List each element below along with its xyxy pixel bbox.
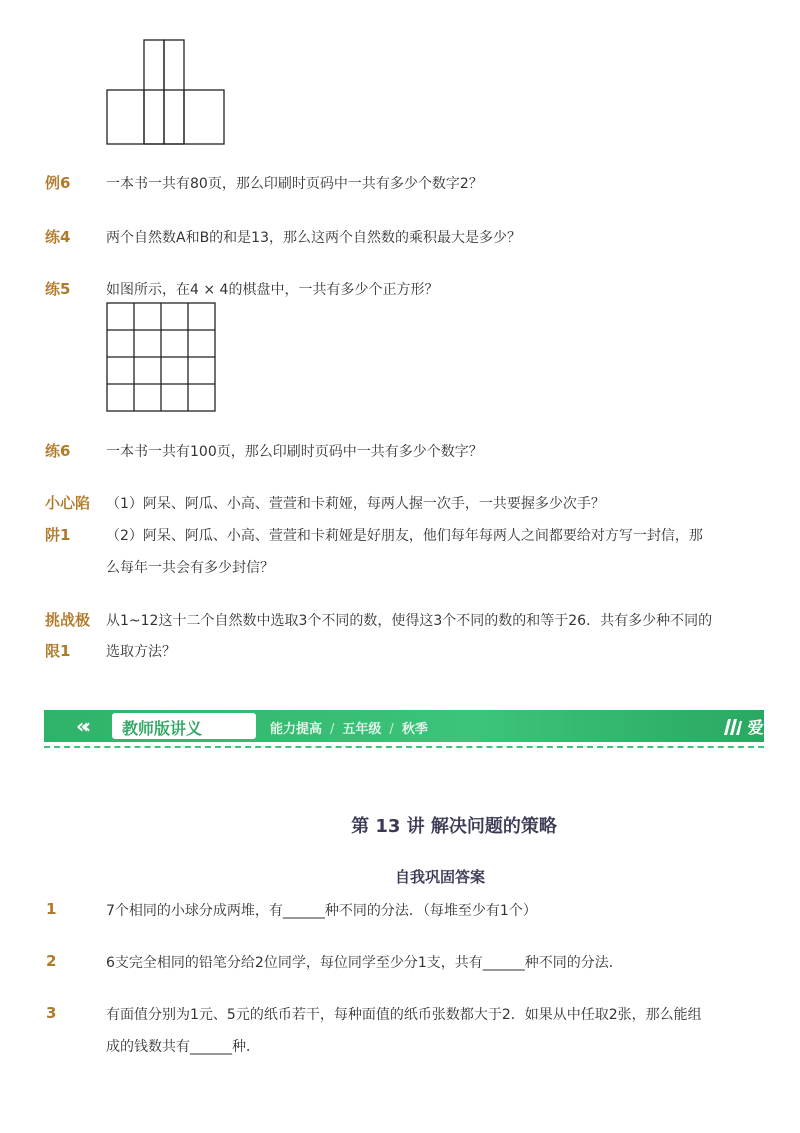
- problem-label-challenge-line1: 挑战极: [45, 611, 91, 629]
- problem-text-lian5: 如图所示，在4 × 4的棋盘中，一共有多少个正方形？: [106, 282, 439, 298]
- problem-label-trap-line1: 小心陷: [45, 494, 91, 512]
- banner-dashed-divider: [44, 746, 764, 748]
- section-title: 自我巩固答案: [394, 868, 485, 886]
- lecture-title: 第 13 讲 解决问题的策略: [351, 816, 557, 837]
- brand-logo: [724, 715, 796, 738]
- breadcrumb-season: 秋季: [401, 722, 428, 737]
- chessboard-4x4-figure: [106, 302, 218, 414]
- breadcrumb-level: 能力提高: [270, 722, 323, 737]
- brand-mark-icon: [724, 719, 742, 735]
- header-banner: [44, 710, 796, 742]
- answer-text-2: 6支完全相同的铅笔分给2位同学，每位同学至少分1支，共有______种不同的分法．: [106, 955, 623, 971]
- chevron-left-icon: «‹: [76, 714, 86, 738]
- breadcrumb-grade: 五年级: [342, 722, 382, 737]
- answer-text-1: 7个相同的小球分成两堆，有______种不同的分法．（每堆至少有1个）: [106, 903, 537, 919]
- answer-number-3: 3: [46, 1004, 57, 1022]
- answer-text-3: 有面值分别为1元、5元的纸币若干，每种面值的纸币张数都大于2．如果从中任取2张，那么能组: [106, 1007, 702, 1023]
- problem-text-li6: 一本书一共有80页，那么印刷时页码中一共有多少个数字2？: [106, 176, 483, 192]
- stacked-squares-figure: [106, 39, 228, 147]
- brand-name: 爱学习: [747, 718, 796, 737]
- chevron-right-icon: ›»: [234, 714, 244, 738]
- problem-text-lian4: 两个自然数A和B的和是13，那么这两个自然数的乘积最大是多少？: [106, 230, 521, 246]
- problem-label-trap-line2: 阱1: [45, 526, 71, 544]
- problem-label-lian5: 练5: [45, 280, 71, 298]
- problem-label-challenge-line2: 限1: [45, 642, 71, 660]
- problem-label-lian4: 练4: [45, 228, 71, 246]
- problem-label-li6: 例6: [45, 174, 71, 192]
- problem-text-trap-part2: （2）阿呆、阿瓜、小高、萱萱和卡莉娅是好朋友，他们每年每两人之间都要给对方写一封信，那: [106, 528, 703, 544]
- answer-number-2: 2: [46, 952, 57, 970]
- problem-text-challenge-cont: 选取方法？: [106, 644, 176, 660]
- problem-label-lian6: 练6: [45, 442, 71, 460]
- problem-text-challenge: 从1~12这十二个自然数中选取3个不同的数，使得这3个不同的数的和等于26．共有多少种不同的: [106, 613, 713, 629]
- answer-number-1: 1: [46, 900, 57, 918]
- answer-text-3-cont: 成的钱数共有______种．: [106, 1039, 260, 1055]
- problem-text-trap-part2-cont: 么每年一共会有多少封信？: [106, 560, 274, 576]
- problem-text-trap-part1: （1）阿呆、阿瓜、小高、萱萱和卡莉娅，每两人握一次手，一共要握多少次手？: [106, 496, 605, 512]
- breadcrumb: 能力提高 / 五年级 / 秋季: [270, 722, 428, 737]
- problem-text-lian6: 一本书一共有100页，那么印刷时页码中一共有多少个数字？: [106, 444, 483, 460]
- banner-title: 教师版讲义: [122, 719, 203, 738]
